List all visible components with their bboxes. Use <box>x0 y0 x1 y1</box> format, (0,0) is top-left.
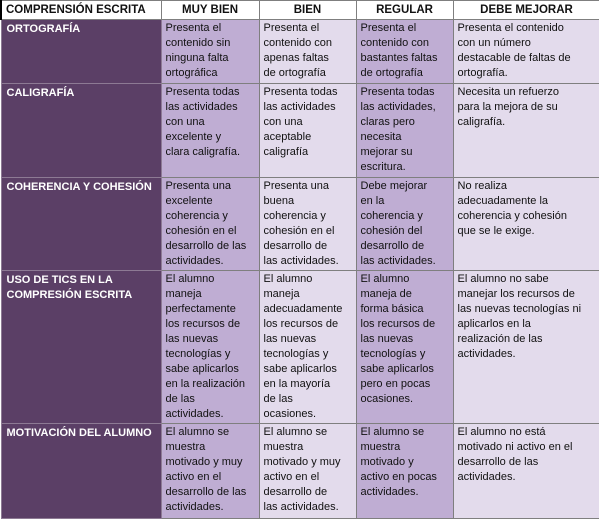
header-level-bien: BIEN <box>259 1 356 20</box>
cell-text: El alumno maneja perfectamente los recursos de las nuevas tecnologías y sabe aplicarlos en la realización de las actividades. <box>165 273 245 420</box>
cell-muy-bien <box>161 178 259 271</box>
table-row <box>1 424 599 519</box>
cell-text: Necesita un refuerzo para la mejora de su caligrafía. <box>457 86 559 128</box>
cell-bien <box>259 178 356 271</box>
cell-debe-mejorar <box>453 424 599 519</box>
criterion-coherencia-cohesion: COHERENCIA Y COHESIÓN <box>1 178 161 271</box>
cell-text: Debe mejorar en la coherencia y cohesión del desarrollo de las actividades. <box>360 180 436 267</box>
cell-text: El alumno se muestra motivado y muy activo en el desarrollo de las actividades. <box>263 426 341 513</box>
criterion-ortografia: ORTOGRAFÍA <box>1 20 161 84</box>
header-level-debe-mejorar: DEBE MEJORAR <box>453 1 599 20</box>
cell-bien <box>259 20 356 84</box>
cell-bien <box>259 271 356 424</box>
criterion-caligrafia: CALIGRAFÍA <box>1 84 161 178</box>
cell-debe-mejorar <box>453 20 599 84</box>
cell-muy-bien <box>161 20 259 84</box>
cell-text: Presenta el contenido sin ninguna falta ortográfica <box>165 22 231 79</box>
cell-regular <box>356 84 453 178</box>
cell-text: El alumno no está motivado ni activo en el desarrollo de las actividades. <box>457 426 573 483</box>
cell-text: Presenta una buena coherencia y cohesión en el desarrollo de las actividades. <box>263 180 339 267</box>
cell-text: Presenta el contenido con bastantes faltas de ortografía <box>360 22 438 79</box>
criterion-uso-tics: USO DE TICS EN LA COMPRESIÓN ESCRITA <box>1 271 161 424</box>
cell-text: El alumno se muestra motivado y muy activo en el desarrollo de las actividades. <box>165 426 247 513</box>
cell-text: Presenta todas las actividades, claras pero necesita mejorar su escritura. <box>360 86 436 173</box>
cell-bien <box>259 424 356 519</box>
cell-text: El alumno no sabe manejar los recursos de las nuevas tecnologías ni aplicarlos en la realización de las actividades. <box>457 273 582 360</box>
cell-text: El alumno maneja adecuadamente los recursos de las nuevas tecnologías y sabe aplicarlos en la mayoría de las ocasiones. <box>263 273 343 420</box>
table-row <box>1 84 599 178</box>
header-criterion: COMPRENSIÓN ESCRITA <box>1 1 161 20</box>
cell-regular <box>356 424 453 519</box>
cell-text: Presenta el contenido con un número destacable de faltas de ortografía. <box>457 22 571 79</box>
cell-debe-mejorar <box>453 84 599 178</box>
table-row <box>1 271 599 424</box>
cell-regular <box>356 20 453 84</box>
cell-text: Presenta una excelente coherencia y cohesión en el desarrollo de las actividades. <box>165 180 247 267</box>
cell-muy-bien <box>161 84 259 178</box>
cell-text: Presenta el contenido con apenas faltas de ortografía <box>263 22 332 79</box>
table-row <box>1 20 599 84</box>
cell-debe-mejorar <box>453 271 599 424</box>
cell-regular <box>356 271 453 424</box>
cell-text: No realiza adecuadamente la coherencia y cohesión que se le exige. <box>457 180 567 237</box>
header-level-regular: REGULAR <box>356 1 453 20</box>
cell-debe-mejorar <box>453 178 599 271</box>
header-level-muy-bien: MUY BIEN <box>161 1 259 20</box>
cell-text: Presenta todas las actividades con una aceptable caligrafía <box>263 86 338 158</box>
criterion-motivacion: MOTIVACIÓN DEL ALUMNO <box>1 424 161 519</box>
cell-regular <box>356 178 453 271</box>
cell-text: El alumno se muestra motivado y activo en pocas actividades. <box>360 426 437 498</box>
cell-muy-bien <box>161 424 259 519</box>
cell-text: Presenta todas las actividades con una excelente y clara caligrafía. <box>165 86 241 158</box>
cell-text: El alumno maneja de forma básica los recursos de las nuevas tecnologías y sabe aplicarlos pero en pocas ocasiones. <box>360 273 436 405</box>
cell-bien <box>259 84 356 178</box>
header-row <box>1 1 599 20</box>
table-row <box>1 178 599 271</box>
cell-muy-bien <box>161 271 259 424</box>
